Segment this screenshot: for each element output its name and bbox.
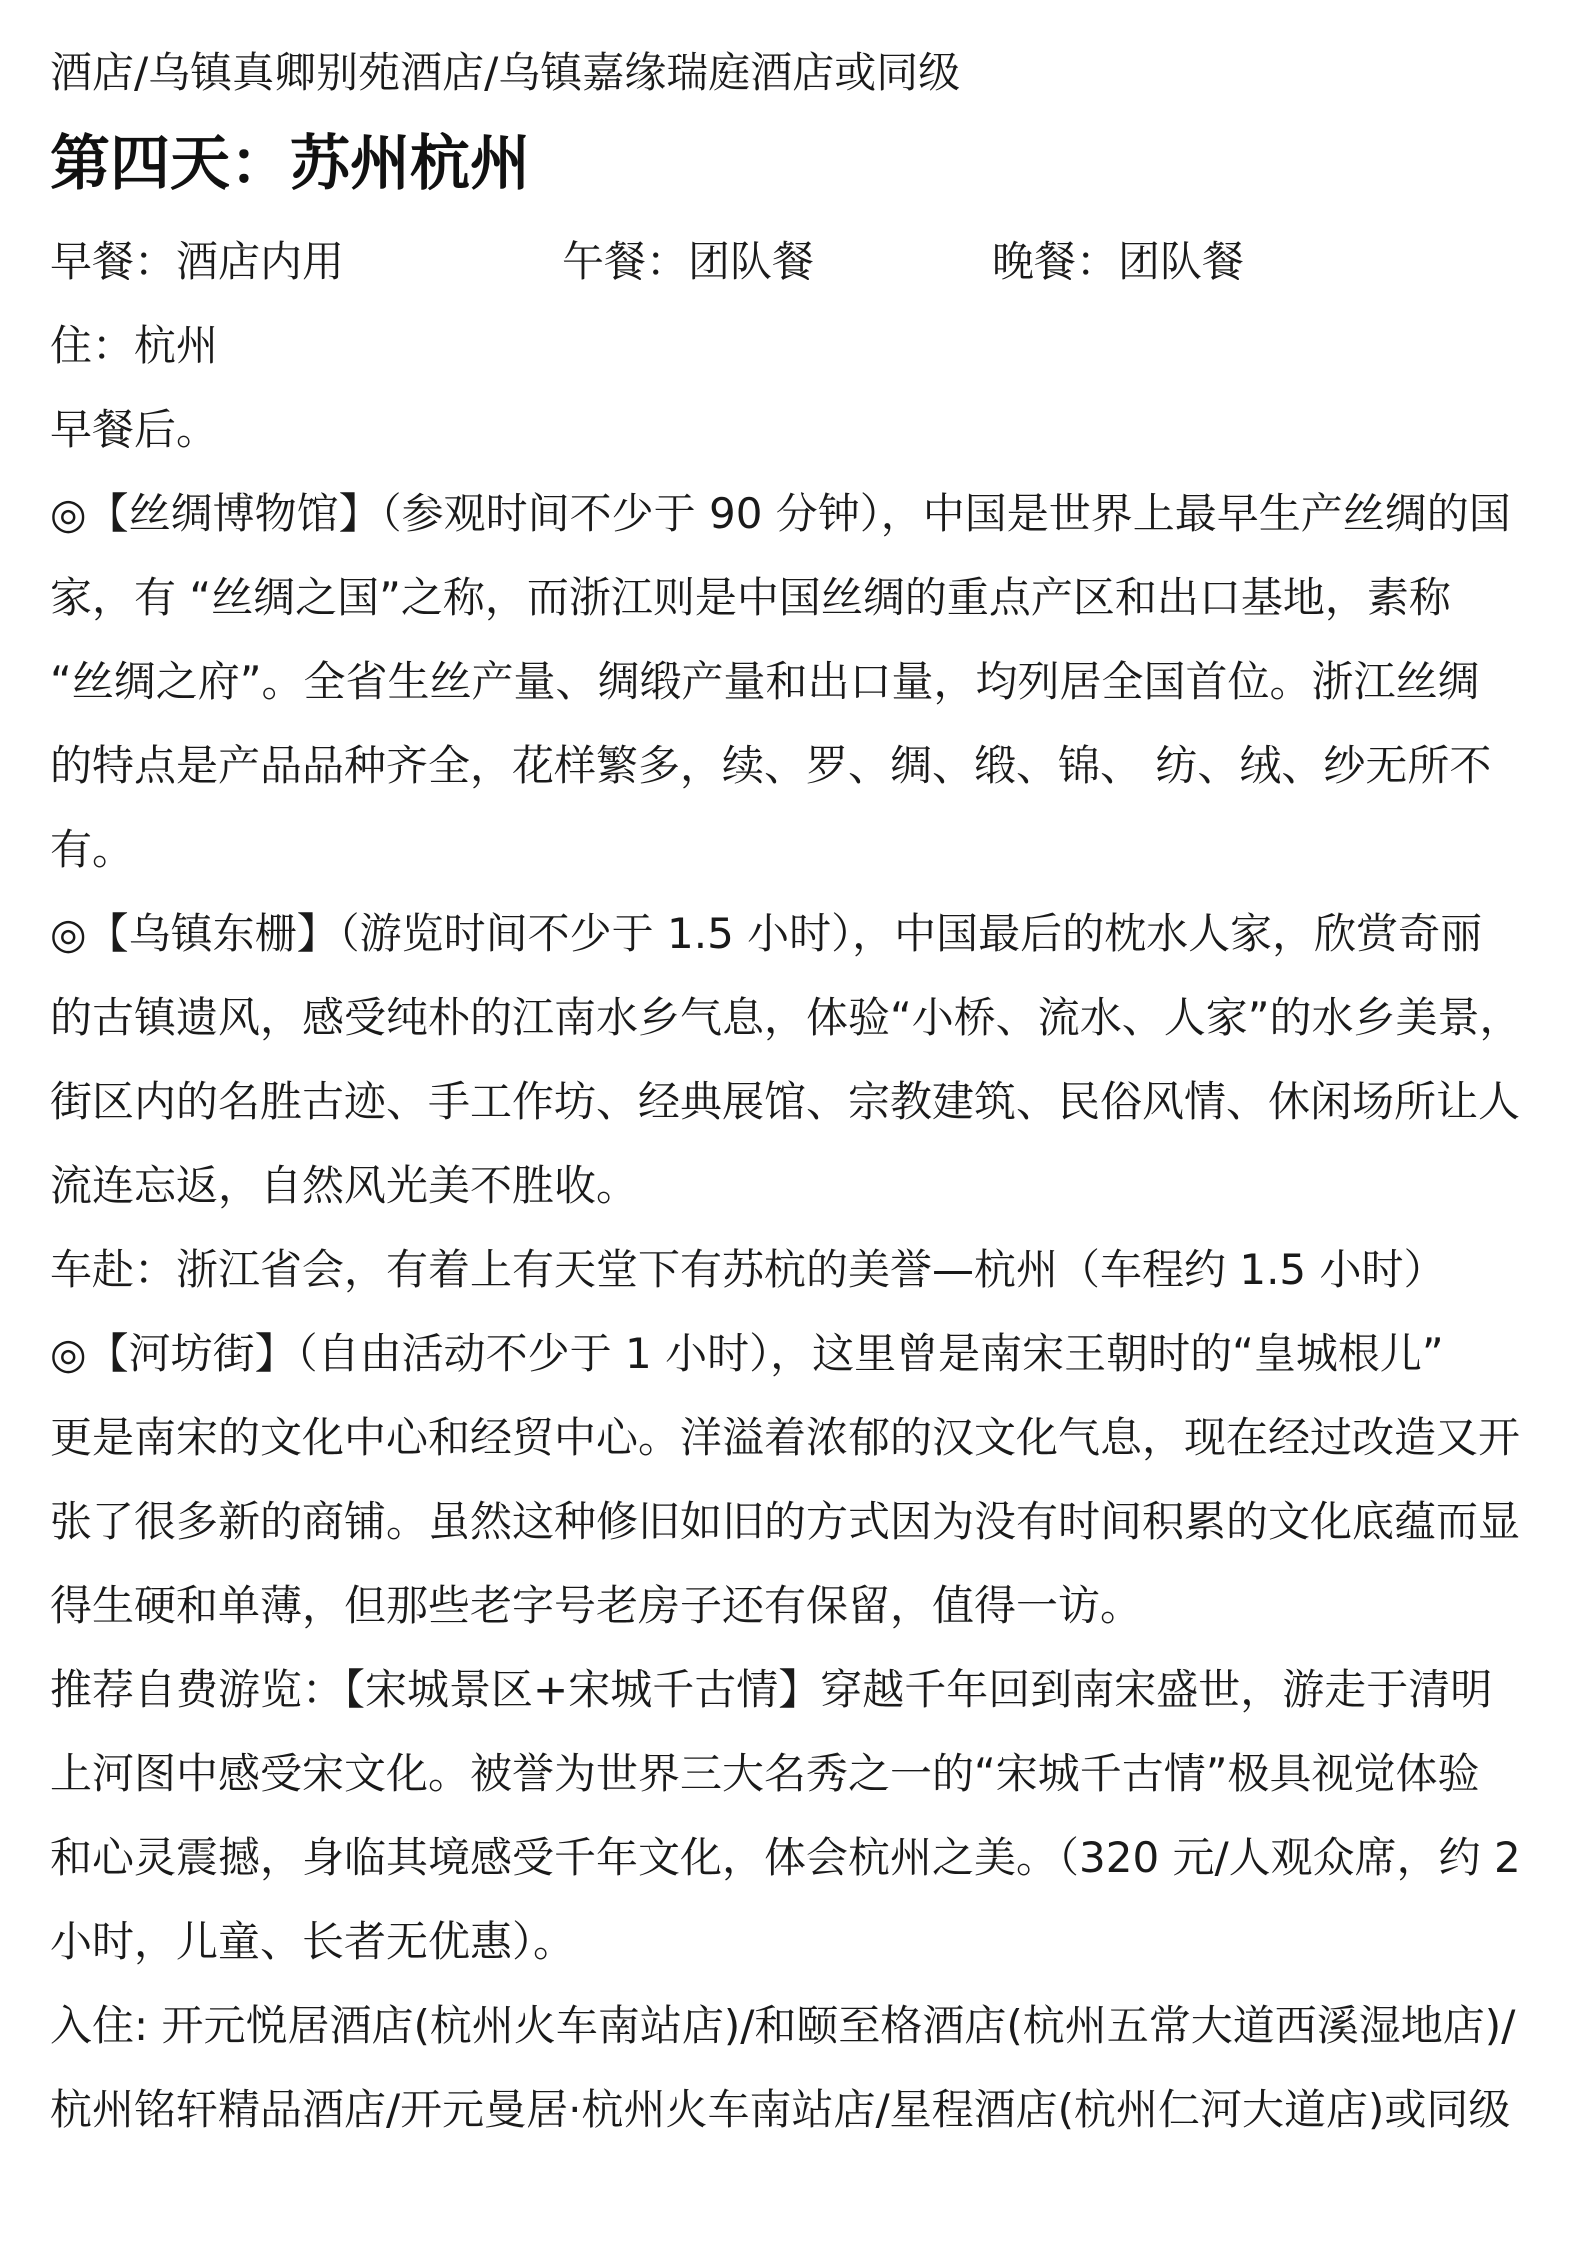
wuzhen-east-paragraph bbox=[50, 892, 1550, 1228]
paragraph-line: 的特点是产品品种齐全，花样繁多，续、罗、绸、缎、锦、 纺、绒、纱无所不 bbox=[50, 741, 1492, 790]
hefang-street-paragraph bbox=[50, 1312, 1550, 1648]
paragraph-line: 街区内的名胜古迹、手工作坊、经典展馆、宗教建筑、民俗风情、休闲场所让人 bbox=[50, 1077, 1521, 1126]
meals-row bbox=[50, 220, 1550, 304]
dinner-info: 晚餐：团队餐 bbox=[992, 237, 1245, 286]
paragraph-line: 推荐自费游览：【宋城景区+宋城千古情】穿越千年回到南宋盛世，游走于清明 bbox=[50, 1665, 1493, 1714]
breakfast-info: 早餐：酒店内用 bbox=[50, 237, 345, 286]
optional-tour-paragraph bbox=[50, 1648, 1550, 1984]
paragraph-line: ◎【丝绸博物馆】（参观时间不少于 90 分钟），中国是世界上最早生产丝绸的国 bbox=[50, 489, 1511, 538]
paragraph-line: “丝绸之府”。全省生丝产量、绸缎产量和出口量，均列居全国首位。浙江丝绸 bbox=[50, 657, 1480, 706]
paragraph-line: 上河图中感受宋文化。被誉为世界三大名秀之一的“宋城千古情”极具视觉体验 bbox=[50, 1749, 1480, 1798]
lunch-info: 午餐：团队餐 bbox=[562, 237, 815, 286]
paragraph-line: 得生硬和单薄，但那些老字号老房子还有保留，值得一访。 bbox=[50, 1581, 1143, 1630]
paragraph-line: 流连忘返，自然风光美不胜收。 bbox=[50, 1161, 639, 1210]
hotel-list-paragraph bbox=[50, 1984, 1550, 2152]
paragraph-line: ◎【河坊街】（自由活动不少于 1 小时），这里曾是南宋王朝时的“皇城根儿” bbox=[50, 1329, 1444, 1378]
hotel-line-previous-day: 酒店/乌镇真卿别苑酒店/乌镇嘉缘瑞庭酒店或同级 bbox=[50, 48, 961, 97]
paragraph-line: 的古镇遗风，感受纯朴的江南水乡气息，体验“小桥、流水、人家”的水乡美景， bbox=[50, 993, 1522, 1042]
itinerary-page bbox=[50, 40, 1550, 2152]
silk-museum-paragraph bbox=[50, 472, 1550, 892]
paragraph-line: 更是南宋的文化中心和经贸中心。洋溢着浓郁的汉文化气息，现在经过改造又开 bbox=[50, 1413, 1521, 1462]
transfer-info: 车赴：浙江省会，有着上有天堂下有苏杭的美誉—杭州（车程约 1.5 小时） bbox=[50, 1245, 1446, 1294]
paragraph-line: 家，有 “丝绸之国”之称，而浙江则是中国丝绸的重点产区和出口基地，素称 bbox=[50, 573, 1451, 622]
paragraph-line: 杭州铭轩精品酒店/开元曼居·杭州火车南站店/星程酒店(杭州仁河大道店)或同级 bbox=[50, 2085, 1511, 2134]
after-breakfast: 早餐后。 bbox=[50, 405, 219, 454]
paragraph-line: 入住: 开元悦居酒店(杭州火车南站店)/和颐至格酒店(杭州五常大道西溪湿地店)/ bbox=[50, 2001, 1516, 2050]
paragraph-line: 小时，儿童、长者无优惠）。 bbox=[50, 1917, 576, 1966]
paragraph-line: ◎【乌镇东栅】（游览时间不少于 1.5 小时），中国最后的枕水人家，欣赏奇丽 bbox=[50, 909, 1483, 958]
paragraph-line: 有。 bbox=[50, 825, 135, 874]
paragraph-line: 和心灵震撼，身临其境感受千年文化，体会杭州之美。（320 元/人观众席，约 2 bbox=[50, 1833, 1521, 1882]
paragraph-line: 张了很多新的商铺。虽然这种修旧如旧的方式因为没有时间积累的文化底蕴而显 bbox=[50, 1497, 1521, 1546]
day-title: 第四天：苏州杭州 bbox=[50, 129, 530, 199]
stay-info: 住：杭州 bbox=[50, 321, 219, 370]
